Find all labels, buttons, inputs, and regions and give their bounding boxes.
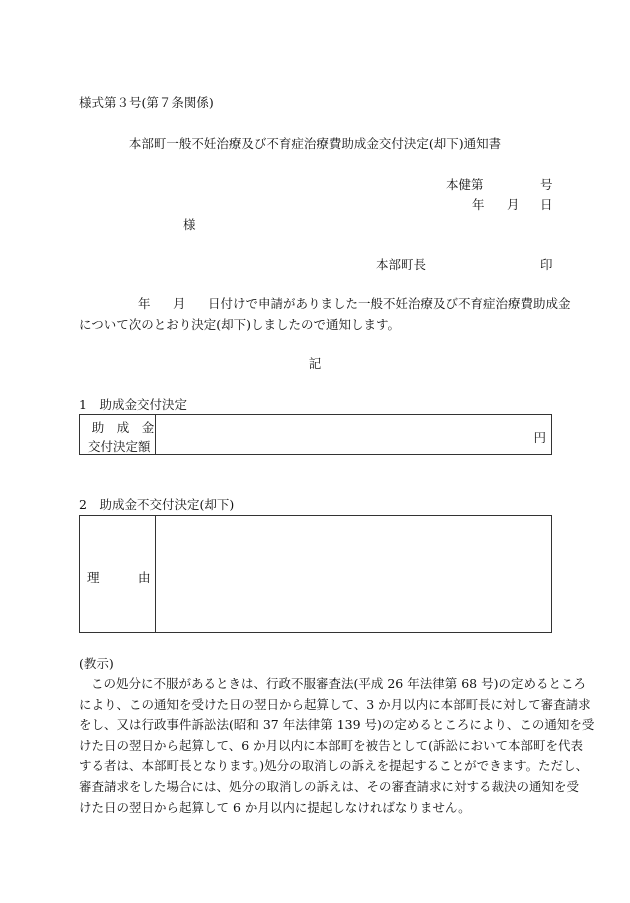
body-line-1: 日付けで申請がありました一般不妊治療及び不育症治療費助成金: [208, 296, 571, 311]
grant-label-char: 成: [116, 420, 130, 435]
grant-label-char: 金: [141, 420, 155, 435]
section1-heading: 1 助成金交付決定: [79, 397, 187, 412]
document-title: 本部町一般不妊治療及び不育症治療費助成金交付決定(却下)通知書: [128, 136, 502, 151]
reason-label-yu: 由: [138, 570, 151, 585]
body-year-label: 年: [138, 296, 151, 311]
table-divider: [155, 415, 156, 454]
seal-mark: 印: [540, 257, 553, 272]
reason-table: [79, 515, 552, 633]
reason-label-ri: 理: [87, 570, 100, 585]
section2-heading: 2 助成金不交付決定(却下): [79, 497, 235, 512]
document-number-suffix: 号: [540, 177, 553, 192]
table-divider: [155, 516, 156, 632]
notice-line: をし、又は行政事件訴訟法(昭和 37 年法律第 139 号)の定めるところにより、この通知を受: [79, 717, 595, 733]
grant-label-line2: 交付決定額: [88, 439, 151, 454]
date-month-label: 月: [507, 197, 520, 212]
body-month-label: 月: [173, 296, 186, 311]
date-year-label: 年: [472, 197, 485, 212]
notice-line: この処分に不服があるときは、行政不服審査法(平成 26 年法律第 68 号)の定めるところ: [91, 676, 586, 691]
notice-line: けた日の翌日から起算して 6 か月以内に提起しなければなりません。: [79, 799, 471, 815]
form-number: 様式第３号(第７条関係): [79, 95, 214, 110]
ki-heading: 記: [308, 356, 322, 371]
notice-body: [79, 674, 595, 818]
notice-line: けた日の翌日から起算して、6 か月以内に本部町を被告として(訴訟において本部町を代表: [79, 737, 584, 753]
notice-heading: (教示): [79, 656, 114, 671]
document-number-prefix: 本健第: [446, 177, 484, 192]
notice-line: 審査請求をした場合には、処分の取消しの訴えは、その審査請求に対する裁決の通知を受: [79, 778, 580, 794]
grant-label-line1: [88, 418, 158, 436]
grant-amount-table: [79, 414, 552, 455]
issuer-name: 本部町長: [376, 257, 427, 272]
amount-unit: 円: [533, 430, 546, 445]
notice-line: する者は、本部町長となります。)処分の取消しの訴えを提起することができます。ただし、: [79, 758, 589, 774]
date-day-label: 日: [540, 197, 553, 212]
body-line-2: について次のとおり決定(却下)しましたので通知します。: [79, 317, 401, 332]
notice-line: により、この通知を受けた日の翌日から起算して、3 か月以内に本部町長に対して審査請求: [79, 696, 591, 712]
grant-label-char: 助: [91, 420, 105, 435]
addressee-honorific: 様: [183, 217, 196, 232]
